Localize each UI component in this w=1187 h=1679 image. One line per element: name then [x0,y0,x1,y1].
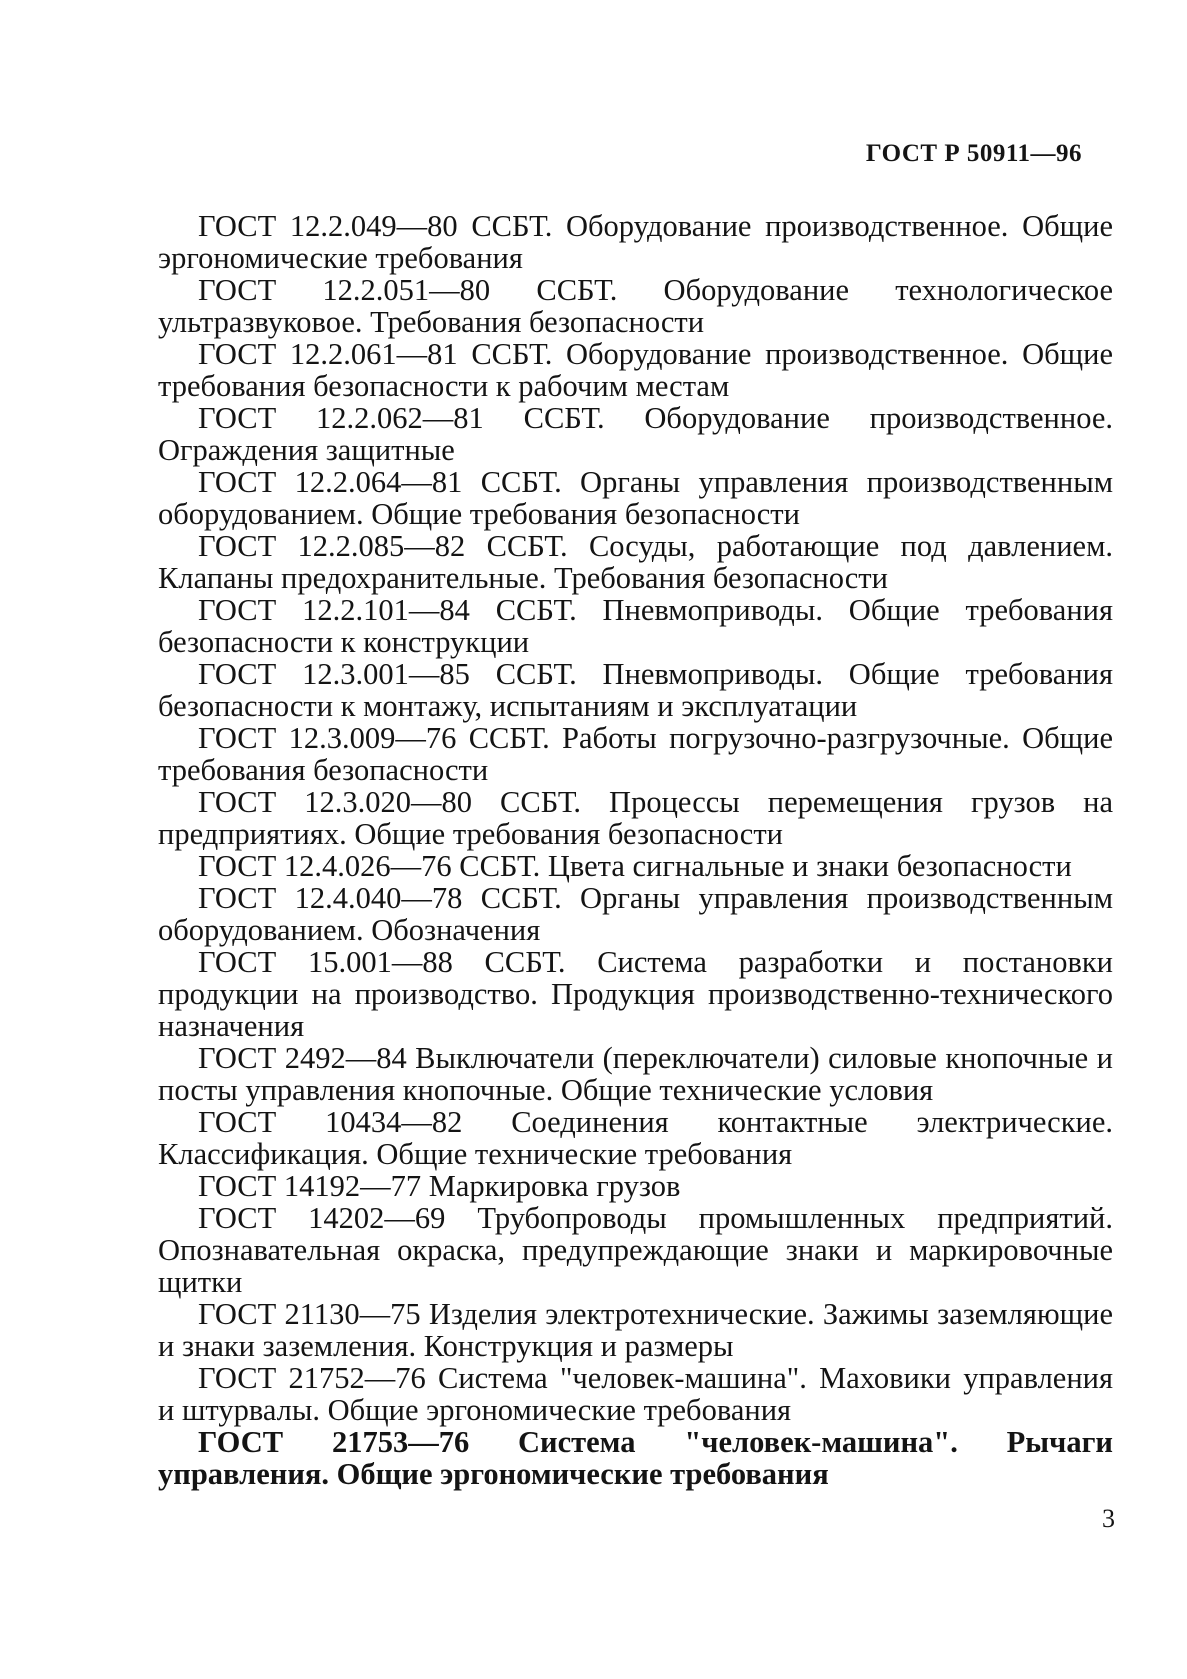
reference-item: ГОСТ 21753—76 Система "человек-машина". Рычаги управления. Общие эргономические требования [158,1425,1113,1491]
document-code: ГОСТ Р 50911—96 [865,140,1082,167]
reference-item: ГОСТ 12.2.062—81 ССБТ. Оборудование производственное. Ограждения защитные [158,401,1113,467]
reference-item: ГОСТ 12.2.049—80 ССБТ. Оборудование производственное. Общие эргономические требования [158,209,1113,275]
reference-item: ГОСТ 12.2.101—84 ССБТ. Пневмоприводы. Общие требования безопасности к конструкции [158,593,1113,659]
reference-item: ГОСТ 21752—76 Система "человек-машина". Маховики управления и штурвалы. Общие эргономические требования [158,1361,1113,1427]
reference-item: ГОСТ 12.3.001—85 ССБТ. Пневмоприводы. Общие требования безопасности к монтажу, испытаниям и эксплуатации [158,657,1113,723]
reference-item: ГОСТ 12.3.009—76 ССБТ. Работы погрузочно-разгрузочные. Общие требования безопасности [158,721,1113,787]
reference-item: ГОСТ 12.2.051—80 ССБТ. Оборудование технологическое ультразвуковое. Требования безопасности [158,273,1113,339]
reference-item: ГОСТ 15.001—88 ССБТ. Система разработки и постановки продукции на производство. Продукция производственно-технического назначения [158,945,1113,1043]
reference-item: ГОСТ 21130—75 Изделия электротехнические. Зажимы заземляющие и знаки заземления. Конструкция и размеры [158,1297,1113,1363]
reference-item: ГОСТ 2492—84 Выключатели (переключатели) силовые кнопочные и посты управления кнопочные. Общие технические условия [158,1041,1113,1107]
reference-item: ГОСТ 14202—69 Трубопроводы промышленных предприятий. Опознавательная окраска, предупреждающие знаки и маркировочные щитки [158,1201,1113,1299]
reference-item: ГОСТ 12.4.026—76 ССБТ. Цвета сигнальные и знаки безопасности [198,849,1072,883]
reference-item: ГОСТ 14192—77 Маркировка грузов [198,1169,681,1203]
reference-item: ГОСТ 12.2.061—81 ССБТ. Оборудование производственное. Общие требования безопасности к рабочим местам [158,337,1113,403]
reference-item: ГОСТ 12.2.085—82 ССБТ. Сосуды, работающие под давлением. Клапаны предохранительные. Требования безопасности [158,529,1113,595]
reference-item: ГОСТ 10434—82 Соединения контактные электрические. Классификация. Общие технические требования [158,1105,1113,1171]
reference-item: ГОСТ 12.3.020—80 ССБТ. Процессы перемещения грузов на предприятиях. Общие требования безопасности [158,785,1113,851]
reference-item: ГОСТ 12.4.040—78 ССБТ. Органы управления производственным оборудованием. Обозначения [158,881,1113,947]
reference-item: ГОСТ 12.2.064—81 ССБТ. Органы управления производственным оборудованием. Общие требования безопасности [158,465,1113,531]
page-number: 3 [1102,1504,1115,1533]
normative-references-list [158,210,1113,1490]
